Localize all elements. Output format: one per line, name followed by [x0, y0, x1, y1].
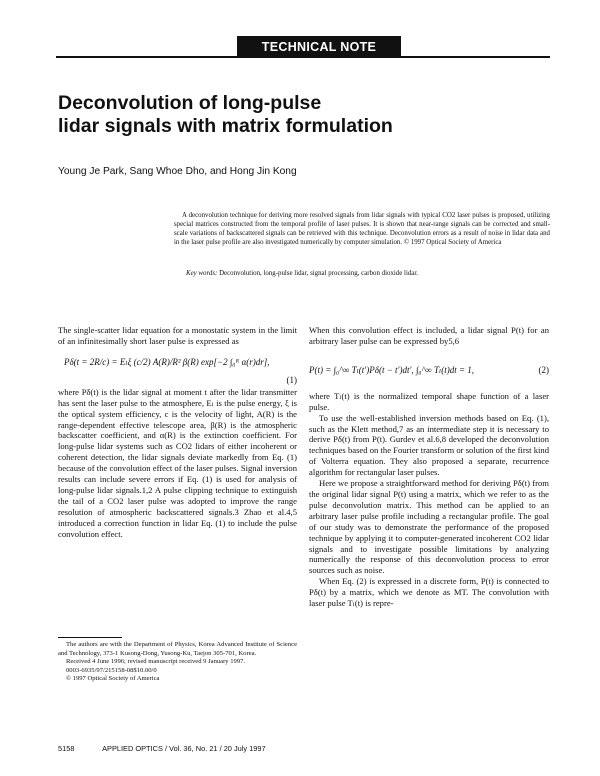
footnote-affiliation: The authors are with the Department of Physics, Korea Advanced Institute of Science and Technology, 373-1 Kusong-Dong, Yusong-Ku, Taejon 305-701, Korea.: [58, 641, 297, 657]
title-line-2: lidar signals with matrix formulation: [58, 115, 393, 137]
page-number: 5158: [58, 744, 75, 753]
abstract-text: A deconvolution technique for deriving more resolved signals from lidar signals with typical CO2 laser pulses is proposed, utilizing special matrices constructed from the temporal profile of laser pulses. It is shown that near-range signals can be corrected and small-scale variations of backscattered signals can be retrieved with this technique. Deconvolution errors as a result of noise in lidar data and in the laser pulse profile are also investigated numerically by computer simulation. © 1997 Optical Society of America: [174, 212, 550, 246]
equation-2-body: P(t) = ∫₀^∞ Tₗ(t′)Pδ(t − t′)dt′, ∫₀^∞ Tₗ(t)dt = 1,: [309, 364, 475, 375]
right-para-5: When Eq. (2) is expressed in a discrete form, P(t) is connected to Pδ(t) by a matrix, which we denote as MT. The convolution with laser pulse Tₗ(t) is repre-: [309, 576, 549, 609]
keywords-label: Key words:: [186, 270, 218, 277]
paper-title: [58, 92, 538, 138]
title-line-1: Deconvolution of long-pulse: [58, 92, 322, 114]
abstract: [174, 211, 550, 247]
left-column: [58, 325, 297, 540]
page-footer: [58, 744, 548, 753]
footnotes: [58, 641, 297, 684]
equation-2-number: (2): [538, 364, 549, 375]
equation-1-number: (1): [286, 374, 297, 385]
journal-citation: APPLIED OPTICS / Vol. 36, No. 21 / 20 July 1997: [102, 744, 266, 753]
keywords-text: Deconvolution, long-pulse lidar, signal processing, carbon dioxide lidar.: [219, 270, 418, 277]
section-label: TECHNICAL NOTE: [237, 36, 401, 57]
footnote-code: 0003-6935/97/215158-08$10.00/0: [66, 666, 157, 674]
equation-1-body: Pδ(t = 2R/c) = Eₗξ (c/2) A(R)/R² β(R) exp[−2 ∫₀ᴿ α(r)dr],: [64, 356, 270, 367]
left-para-2: where Pδ(t) is the lidar signal at moment t after the lidar transmitter has sent the laser pulse to the atmosphere, Eₗ is the pulse energy, ξ is the optical system efficiency, c is the velocity of light, A(R) is the range-dependent effective telescope area, β(R) is the atmospheric backscatter coefficient, and α(R) is the extinction coefficient. For long-pulse lidar systems such as CO2 lidars of either incoherent or coherent detection, the lidar signals deviate markedly from Eq. (1) because of the convolution effect of the laser pulses. Signal inversion results can include severe errors if Eq. (1) is used for analysis of long-pulse lidar signals.1,2 A pulse clipping technique to extinguish the tail of a CO2 laser pulse was adopted to improve the range resolution of atmospheric backscattered signals.3 Zhao et al.4,5 introduced a correction function in lidar Eq. (1) to include the pulse convolution effect.: [58, 386, 297, 539]
right-para-3: To use the well-established inversion methods based on Eq. (1), such as the Klett method,7 as an intermediate step it is necessary to derive Pδ(t) from P(t). Gurdev et al.6,8 developed the deconvolution techniques based on the Fourier transform or solution of the first kind of Volterra equation. They also proposed a separate, recurrence algorithm for rectangular laser pulses.: [309, 412, 549, 478]
footnote-copyright: © 1997 Optical Society of America: [66, 675, 160, 683]
equation-2: [309, 347, 549, 391]
right-para-4: Here we propose a straightforward method for deriving Pδ(t) from the original lidar signal P(t) using a matrix, which we refer to as the pulse deconvolution matrix. This method can be applied to an arbitrary laser pulse profile including a rectangular profile. The goal of our study was to demonstrate the performance of the proposed technique by applying it to computer-generated incoherent CO2 lidar signals and to investigate possible limitations by analyzing numerically the response of this deconvolution process to error sources such as noise.: [309, 478, 549, 576]
right-para-1: When this convolution effect is included, a lidar signal P(t) for an arbitrary laser pulse can be expressed by5,6: [309, 325, 549, 346]
equation-1: [58, 347, 297, 387]
footnote-rule: [58, 637, 122, 638]
footnote-received: Received 4 June 1996; revised manuscript received 9 January 1997.: [66, 658, 246, 666]
left-para-1: The single-scatter lidar equation for a monostatic system in the limit of an infinitesimally short laser pulse is expressed as: [58, 325, 297, 346]
right-column: [309, 325, 549, 609]
right-para-2: where Tₗ(t) is the normalized temporal shape function of a laser pulse.: [309, 390, 549, 412]
author-list: Young Je Park, Sang Whoe Dho, and Hong Jin Kong: [58, 166, 297, 177]
header-rule: [56, 56, 550, 58]
keywords: [174, 269, 550, 278]
